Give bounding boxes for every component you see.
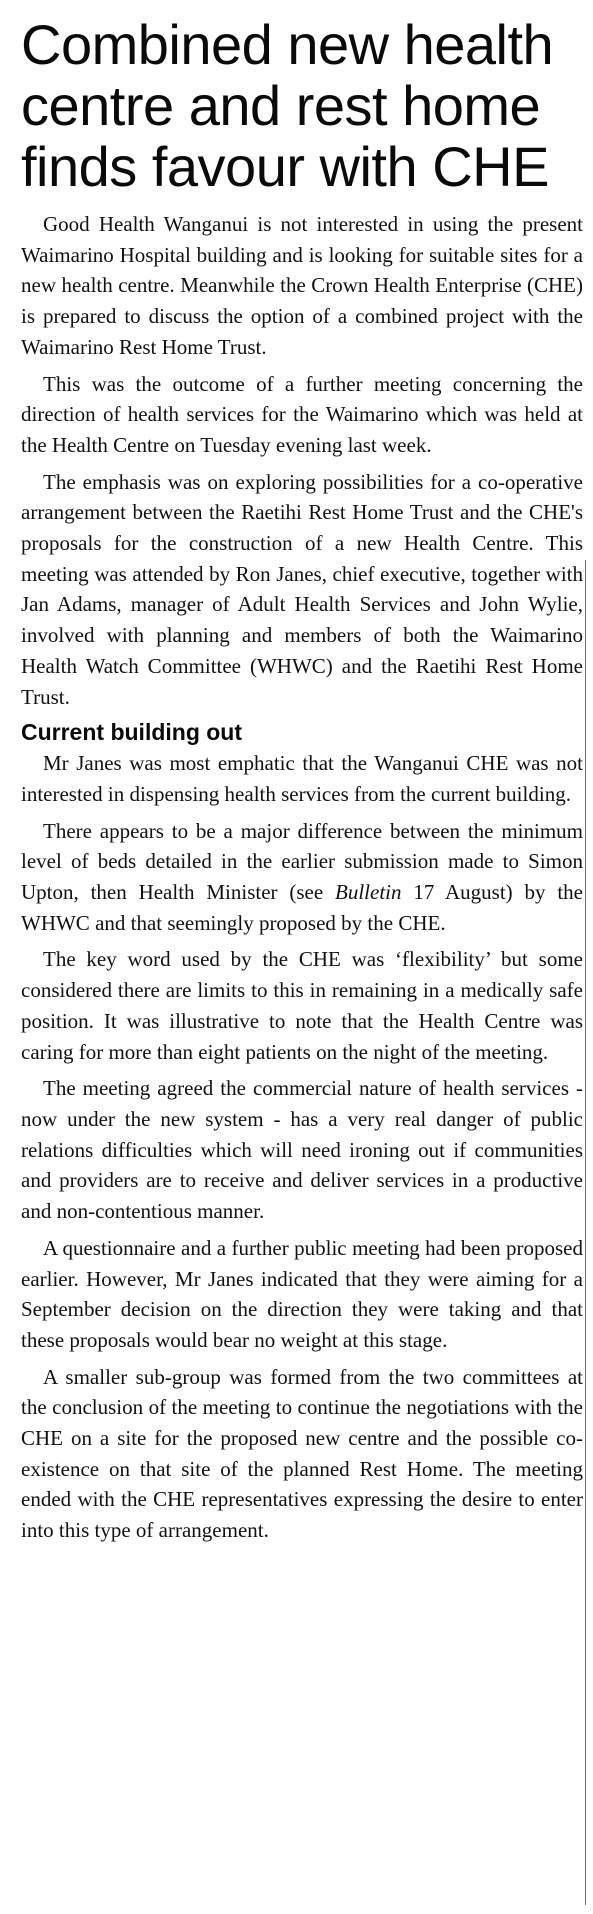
paragraph-commercial-nature: The meeting agreed the commercial nature of health services - now under the new system - has a very real danger of public relations difficulties which will need ironing out if communities and providers are to receive and deliver services in a productive and non-contentious manner.	[21, 1076, 583, 1224]
publication-name: Bulletin	[335, 880, 402, 905]
paragraph-emphasis: The emphasis was on exploring possibilities for a co-operative arrangement between the Raetihi Rest Home Trust and the CHE's proposals for the construction of a new Health Centre. This meeting was attended by Ron Janes, chief executive, together with Jan Adams, manager of Adult Health Services and John Wylie, involved with planning and members of both the Waimarino Health Watch Committee (WHWC) and the Raetihi Rest Home Trust.	[21, 469, 583, 709]
column-rule	[585, 560, 586, 1905]
paragraph-meeting-outcome: This was the outcome of a further meeting concerning the direction of health services for the Waimarino which was held at the Health Centre on Tuesday evening last week.	[21, 371, 583, 457]
paragraph-bed-levels	[21, 816, 583, 939]
paragraph-questionnaire: A questionnaire and a further public meeting had been proposed earlier. However, Mr Janes indicated that they were aiming for a September decision on the direction they were taking and that these proposals would bear no weight at this stage.	[21, 1235, 583, 1352]
subheading: Current building out	[21, 719, 243, 746]
paragraph-intro: Good Health Wanganui is not interested in using the present Waimarino Hospital building and is looking for suitable sites for a new health centre. Meanwhile the Crown Health Enterprise (CHE) is prepared to discuss the option of a combined project with the Waimarino Rest Home Trust.	[21, 212, 583, 359]
headline: Combined new health centre and rest home finds favour with CHE	[21, 13, 554, 198]
bed-levels-text-start: There appears to be a major difference between the minimum level of beds detailed in the earlier submission made to Simon Upton, then Health Minister (see	[21, 818, 583, 905]
paragraph-sub-group: A smaller sub-group was formed from the two committees at the conclusion of the meeting to continue the negotiations with the CHE on a site for the proposed new centre and the possible co-existence on that site of the planned Rest Home. The meeting ended with the CHE representatives expressing the desire to enter into this type of arrangement.	[21, 1364, 583, 1543]
bed-levels-text-end: 17 August) by the WHWC and that seemingly proposed by the CHE.	[21, 880, 583, 935]
paragraph-flexibility: The key word used by the CHE was ‘flexibility’ but some considered there are limits to this in remaining in a medically safe position. It was illustrative to note that the Health Centre was caring for more than eight patients on the night of the meeting.	[21, 947, 583, 1064]
paragraph-janes-emphatic: Mr Janes was most emphatic that the Wanganui CHE was not interested in dispensing health services from the current building.	[21, 751, 583, 806]
